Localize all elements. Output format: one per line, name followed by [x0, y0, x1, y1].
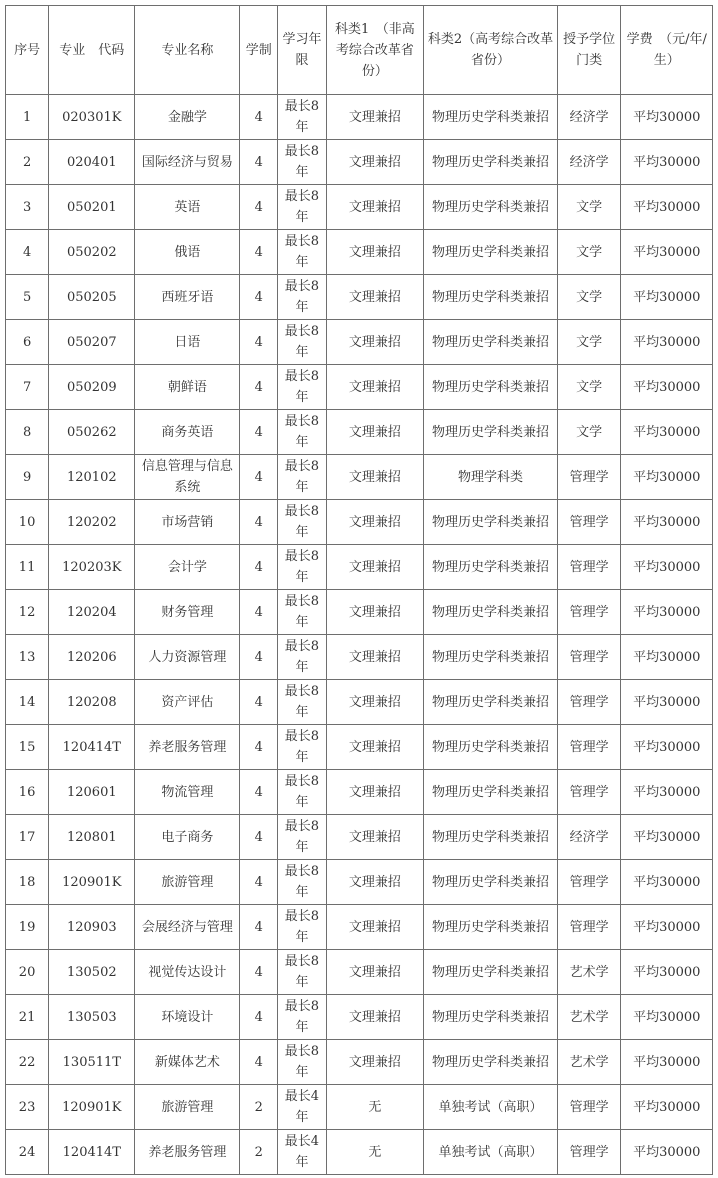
- cell-code: 130511T: [49, 1040, 135, 1085]
- cell-degree: 管理学: [557, 455, 621, 500]
- cell-category2: 物理学科类: [424, 455, 558, 500]
- cell-code: 120414T: [49, 725, 135, 770]
- cell-degree: 管理学: [557, 545, 621, 590]
- cell-tuition: 平均30000: [621, 635, 713, 680]
- cell-name: 国际经济与贸易: [135, 140, 240, 185]
- cell-study-limit: 最长8年: [278, 815, 326, 860]
- table-row: [6, 410, 713, 455]
- col-header-tuition: 学费 （元/年/生）: [621, 6, 713, 95]
- cell-tuition: 平均30000: [621, 815, 713, 860]
- cell-study-limit: 最长8年: [278, 860, 326, 905]
- cell-category1: 文理兼招: [326, 905, 424, 950]
- cell-name: 视觉传达设计: [135, 950, 240, 995]
- cell-duration: 4: [240, 860, 278, 905]
- cell-index: 8: [6, 410, 49, 455]
- cell-tuition: 平均30000: [621, 1130, 713, 1175]
- cell-code: 050262: [49, 410, 135, 455]
- cell-category1: 文理兼招: [326, 95, 424, 140]
- cell-category1: 文理兼招: [326, 635, 424, 680]
- cell-code: 120102: [49, 455, 135, 500]
- cell-category2: 物理历史学科类兼招: [424, 140, 558, 185]
- cell-code: 050209: [49, 365, 135, 410]
- table-row: [6, 995, 713, 1040]
- cell-duration: 4: [240, 230, 278, 275]
- cell-study-limit: 最长8年: [278, 410, 326, 455]
- cell-name: 商务英语: [135, 410, 240, 455]
- cell-degree: 文学: [557, 410, 621, 455]
- cell-category2: 物理历史学科类兼招: [424, 230, 558, 275]
- table-row: [6, 185, 713, 230]
- cell-duration: 4: [240, 680, 278, 725]
- cell-duration: 4: [240, 545, 278, 590]
- cell-name: 人力资源管理: [135, 635, 240, 680]
- cell-tuition: 平均30000: [621, 950, 713, 995]
- cell-name: 信息管理与信息系统: [135, 455, 240, 500]
- cell-tuition: 平均30000: [621, 95, 713, 140]
- cell-category1: 文理兼招: [326, 185, 424, 230]
- col-header-duration: 学制: [240, 6, 278, 95]
- cell-tuition: 平均30000: [621, 905, 713, 950]
- cell-degree: 经济学: [557, 95, 621, 140]
- cell-index: 24: [6, 1130, 49, 1175]
- cell-category1: 文理兼招: [326, 950, 424, 995]
- cell-study-limit: 最长8年: [278, 1040, 326, 1085]
- cell-duration: 4: [240, 995, 278, 1040]
- cell-duration: 4: [240, 185, 278, 230]
- cell-study-limit: 最长4年: [278, 1085, 326, 1130]
- cell-tuition: 平均30000: [621, 140, 713, 185]
- cell-duration: 4: [240, 500, 278, 545]
- cell-category1: 文理兼招: [326, 365, 424, 410]
- cell-name: 资产评估: [135, 680, 240, 725]
- cell-name: 养老服务管理: [135, 1130, 240, 1175]
- cell-study-limit: 最长4年: [278, 1130, 326, 1175]
- cell-category1: 文理兼招: [326, 590, 424, 635]
- cell-degree: 经济学: [557, 140, 621, 185]
- cell-duration: 4: [240, 1040, 278, 1085]
- cell-index: 5: [6, 275, 49, 320]
- cell-name: 物流管理: [135, 770, 240, 815]
- cell-degree: 管理学: [557, 635, 621, 680]
- cell-index: 2: [6, 140, 49, 185]
- table-row: [6, 140, 713, 185]
- table-row: [6, 680, 713, 725]
- cell-name: 旅游管理: [135, 860, 240, 905]
- cell-category1: 文理兼招: [326, 500, 424, 545]
- cell-study-limit: 最长8年: [278, 635, 326, 680]
- cell-duration: 4: [240, 365, 278, 410]
- cell-study-limit: 最长8年: [278, 500, 326, 545]
- cell-degree: 文学: [557, 230, 621, 275]
- cell-tuition: 平均30000: [621, 1085, 713, 1130]
- cell-tuition: 平均30000: [621, 275, 713, 320]
- col-header-degree: 授予学位门类: [557, 6, 621, 95]
- cell-duration: 4: [240, 905, 278, 950]
- cell-category2: 物理历史学科类兼招: [424, 185, 558, 230]
- cell-index: 15: [6, 725, 49, 770]
- cell-category1: 文理兼招: [326, 680, 424, 725]
- cell-tuition: 平均30000: [621, 860, 713, 905]
- cell-category2: 物理历史学科类兼招: [424, 950, 558, 995]
- cell-code: 050201: [49, 185, 135, 230]
- cell-index: 1: [6, 95, 49, 140]
- cell-duration: 4: [240, 635, 278, 680]
- cell-category2: 单独考试（高职）: [424, 1130, 558, 1175]
- table-row: [6, 635, 713, 680]
- cell-degree: 文学: [557, 365, 621, 410]
- col-header-code: 专业 代码: [49, 6, 135, 95]
- cell-code: 130503: [49, 995, 135, 1040]
- cell-index: 23: [6, 1085, 49, 1130]
- cell-index: 3: [6, 185, 49, 230]
- cell-category1: 文理兼招: [326, 995, 424, 1040]
- cell-name: 环境设计: [135, 995, 240, 1040]
- cell-category2: 物理历史学科类兼招: [424, 320, 558, 365]
- cell-duration: 2: [240, 1130, 278, 1175]
- cell-study-limit: 最长8年: [278, 95, 326, 140]
- cell-code: 050207: [49, 320, 135, 365]
- cell-study-limit: 最长8年: [278, 230, 326, 275]
- cell-tuition: 平均30000: [621, 455, 713, 500]
- cell-degree: 艺术学: [557, 1040, 621, 1085]
- cell-category2: 物理历史学科类兼招: [424, 635, 558, 680]
- cell-tuition: 平均30000: [621, 545, 713, 590]
- cell-index: 21: [6, 995, 49, 1040]
- col-header-index: 序号: [6, 6, 49, 95]
- cell-study-limit: 最长8年: [278, 320, 326, 365]
- cell-duration: 4: [240, 320, 278, 365]
- cell-name: 旅游管理: [135, 1085, 240, 1130]
- cell-degree: 管理学: [557, 680, 621, 725]
- cell-tuition: 平均30000: [621, 725, 713, 770]
- table-row: [6, 1040, 713, 1085]
- table-row: [6, 770, 713, 815]
- cell-code: 120901K: [49, 860, 135, 905]
- cell-degree: 管理学: [557, 905, 621, 950]
- cell-index: 17: [6, 815, 49, 860]
- cell-code: 120206: [49, 635, 135, 680]
- cell-tuition: 平均30000: [621, 410, 713, 455]
- table-row: [6, 500, 713, 545]
- cell-category1: 无: [326, 1085, 424, 1130]
- cell-name: 金融学: [135, 95, 240, 140]
- table-row: [6, 860, 713, 905]
- cell-study-limit: 最长8年: [278, 770, 326, 815]
- cell-category2: 物理历史学科类兼招: [424, 95, 558, 140]
- cell-index: 9: [6, 455, 49, 500]
- cell-category1: 文理兼招: [326, 320, 424, 365]
- cell-tuition: 平均30000: [621, 365, 713, 410]
- cell-tuition: 平均30000: [621, 590, 713, 635]
- cell-study-limit: 最长8年: [278, 140, 326, 185]
- cell-duration: 4: [240, 590, 278, 635]
- cell-category2: 物理历史学科类兼招: [424, 590, 558, 635]
- cell-degree: 经济学: [557, 815, 621, 860]
- cell-category1: 文理兼招: [326, 1040, 424, 1085]
- cell-category2: 物理历史学科类兼招: [424, 905, 558, 950]
- cell-index: 14: [6, 680, 49, 725]
- cell-code: 120208: [49, 680, 135, 725]
- cell-code: 120903: [49, 905, 135, 950]
- cell-code: 050205: [49, 275, 135, 320]
- cell-degree: 管理学: [557, 500, 621, 545]
- cell-degree: 管理学: [557, 725, 621, 770]
- cell-category2: 物理历史学科类兼招: [424, 860, 558, 905]
- cell-study-limit: 最长8年: [278, 725, 326, 770]
- cell-degree: 文学: [557, 185, 621, 230]
- table-row: [6, 455, 713, 500]
- col-header-name: 专业名称: [135, 6, 240, 95]
- cell-duration: 4: [240, 770, 278, 815]
- cell-category1: 文理兼招: [326, 770, 424, 815]
- table-row: [6, 230, 713, 275]
- cell-code: 120414T: [49, 1130, 135, 1175]
- cell-tuition: 平均30000: [621, 770, 713, 815]
- table-row: [6, 1130, 713, 1175]
- cell-index: 6: [6, 320, 49, 365]
- cell-category2: 物理历史学科类兼招: [424, 815, 558, 860]
- cell-code: 120202: [49, 500, 135, 545]
- cell-name: 会计学: [135, 545, 240, 590]
- cell-name: 日语: [135, 320, 240, 365]
- cell-tuition: 平均30000: [621, 320, 713, 365]
- header-row: [6, 6, 713, 95]
- cell-category1: 文理兼招: [326, 455, 424, 500]
- cell-name: 财务管理: [135, 590, 240, 635]
- cell-study-limit: 最长8年: [278, 545, 326, 590]
- cell-duration: 2: [240, 1085, 278, 1130]
- cell-category2: 物理历史学科类兼招: [424, 725, 558, 770]
- cell-duration: 4: [240, 725, 278, 770]
- cell-category1: 文理兼招: [326, 860, 424, 905]
- cell-duration: 4: [240, 815, 278, 860]
- cell-code: 130502: [49, 950, 135, 995]
- cell-category1: 文理兼招: [326, 275, 424, 320]
- cell-tuition: 平均30000: [621, 680, 713, 725]
- cell-degree: 管理学: [557, 1130, 621, 1175]
- col-header-category2: 科类2（高考综合改革省份）: [424, 6, 558, 95]
- cell-index: 11: [6, 545, 49, 590]
- cell-duration: 4: [240, 95, 278, 140]
- cell-category2: 物理历史学科类兼招: [424, 275, 558, 320]
- cell-code: 120901K: [49, 1085, 135, 1130]
- cell-category1: 文理兼招: [326, 140, 424, 185]
- cell-study-limit: 最长8年: [278, 275, 326, 320]
- cell-code: 120203K: [49, 545, 135, 590]
- table-row: [6, 275, 713, 320]
- cell-name: 英语: [135, 185, 240, 230]
- table-row: [6, 545, 713, 590]
- cell-index: 16: [6, 770, 49, 815]
- cell-name: 朝鲜语: [135, 365, 240, 410]
- cell-study-limit: 最长8年: [278, 950, 326, 995]
- table-row: [6, 1085, 713, 1130]
- cell-study-limit: 最长8年: [278, 995, 326, 1040]
- cell-degree: 艺术学: [557, 995, 621, 1040]
- cell-index: 13: [6, 635, 49, 680]
- cell-degree: 管理学: [557, 590, 621, 635]
- cell-category1: 文理兼招: [326, 230, 424, 275]
- cell-code: 120601: [49, 770, 135, 815]
- cell-degree: 文学: [557, 275, 621, 320]
- cell-code: 020301K: [49, 95, 135, 140]
- cell-category2: 物理历史学科类兼招: [424, 410, 558, 455]
- table-row: [6, 320, 713, 365]
- cell-index: 12: [6, 590, 49, 635]
- table-row: [6, 905, 713, 950]
- cell-category2: 物理历史学科类兼招: [424, 995, 558, 1040]
- program-table: [5, 5, 713, 1175]
- cell-name: 养老服务管理: [135, 725, 240, 770]
- cell-category2: 物理历史学科类兼招: [424, 770, 558, 815]
- table-row: [6, 725, 713, 770]
- cell-name: 市场营销: [135, 500, 240, 545]
- cell-index: 22: [6, 1040, 49, 1085]
- cell-category2: 物理历史学科类兼招: [424, 1040, 558, 1085]
- cell-degree: 管理学: [557, 770, 621, 815]
- cell-index: 7: [6, 365, 49, 410]
- cell-degree: 管理学: [557, 860, 621, 905]
- cell-category1: 文理兼招: [326, 410, 424, 455]
- cell-study-limit: 最长8年: [278, 455, 326, 500]
- cell-index: 4: [6, 230, 49, 275]
- cell-study-limit: 最长8年: [278, 905, 326, 950]
- col-header-category1: 科类1 （非高考综合改革省份）: [326, 6, 424, 95]
- cell-index: 20: [6, 950, 49, 995]
- cell-category1: 无: [326, 1130, 424, 1175]
- cell-code: 020401: [49, 140, 135, 185]
- cell-tuition: 平均30000: [621, 230, 713, 275]
- cell-duration: 4: [240, 950, 278, 995]
- cell-name: 新媒体艺术: [135, 1040, 240, 1085]
- table-row: [6, 590, 713, 635]
- cell-duration: 4: [240, 410, 278, 455]
- cell-category2: 单独考试（高职）: [424, 1085, 558, 1130]
- col-header-study-limit: 学习年限: [278, 6, 326, 95]
- cell-duration: 4: [240, 140, 278, 185]
- cell-degree: 管理学: [557, 1085, 621, 1130]
- cell-tuition: 平均30000: [621, 185, 713, 230]
- cell-category2: 物理历史学科类兼招: [424, 365, 558, 410]
- cell-duration: 4: [240, 275, 278, 320]
- cell-name: 俄语: [135, 230, 240, 275]
- cell-study-limit: 最长8年: [278, 680, 326, 725]
- cell-code: 120204: [49, 590, 135, 635]
- table-row: [6, 95, 713, 140]
- cell-category1: 文理兼招: [326, 815, 424, 860]
- cell-category2: 物理历史学科类兼招: [424, 545, 558, 590]
- cell-degree: 文学: [557, 320, 621, 365]
- cell-tuition: 平均30000: [621, 500, 713, 545]
- cell-category2: 物理历史学科类兼招: [424, 680, 558, 725]
- table-row: [6, 815, 713, 860]
- cell-name: 会展经济与管理: [135, 905, 240, 950]
- cell-code: 050202: [49, 230, 135, 275]
- cell-tuition: 平均30000: [621, 1040, 713, 1085]
- cell-tuition: 平均30000: [621, 995, 713, 1040]
- cell-study-limit: 最长8年: [278, 590, 326, 635]
- cell-index: 19: [6, 905, 49, 950]
- cell-name: 电子商务: [135, 815, 240, 860]
- cell-index: 18: [6, 860, 49, 905]
- cell-study-limit: 最长8年: [278, 185, 326, 230]
- cell-category1: 文理兼招: [326, 545, 424, 590]
- cell-code: 120801: [49, 815, 135, 860]
- cell-study-limit: 最长8年: [278, 365, 326, 410]
- cell-name: 西班牙语: [135, 275, 240, 320]
- cell-index: 10: [6, 500, 49, 545]
- table-row: [6, 950, 713, 995]
- cell-category1: 文理兼招: [326, 725, 424, 770]
- cell-category2: 物理历史学科类兼招: [424, 500, 558, 545]
- table-row: [6, 365, 713, 410]
- cell-duration: 4: [240, 455, 278, 500]
- cell-degree: 艺术学: [557, 950, 621, 995]
